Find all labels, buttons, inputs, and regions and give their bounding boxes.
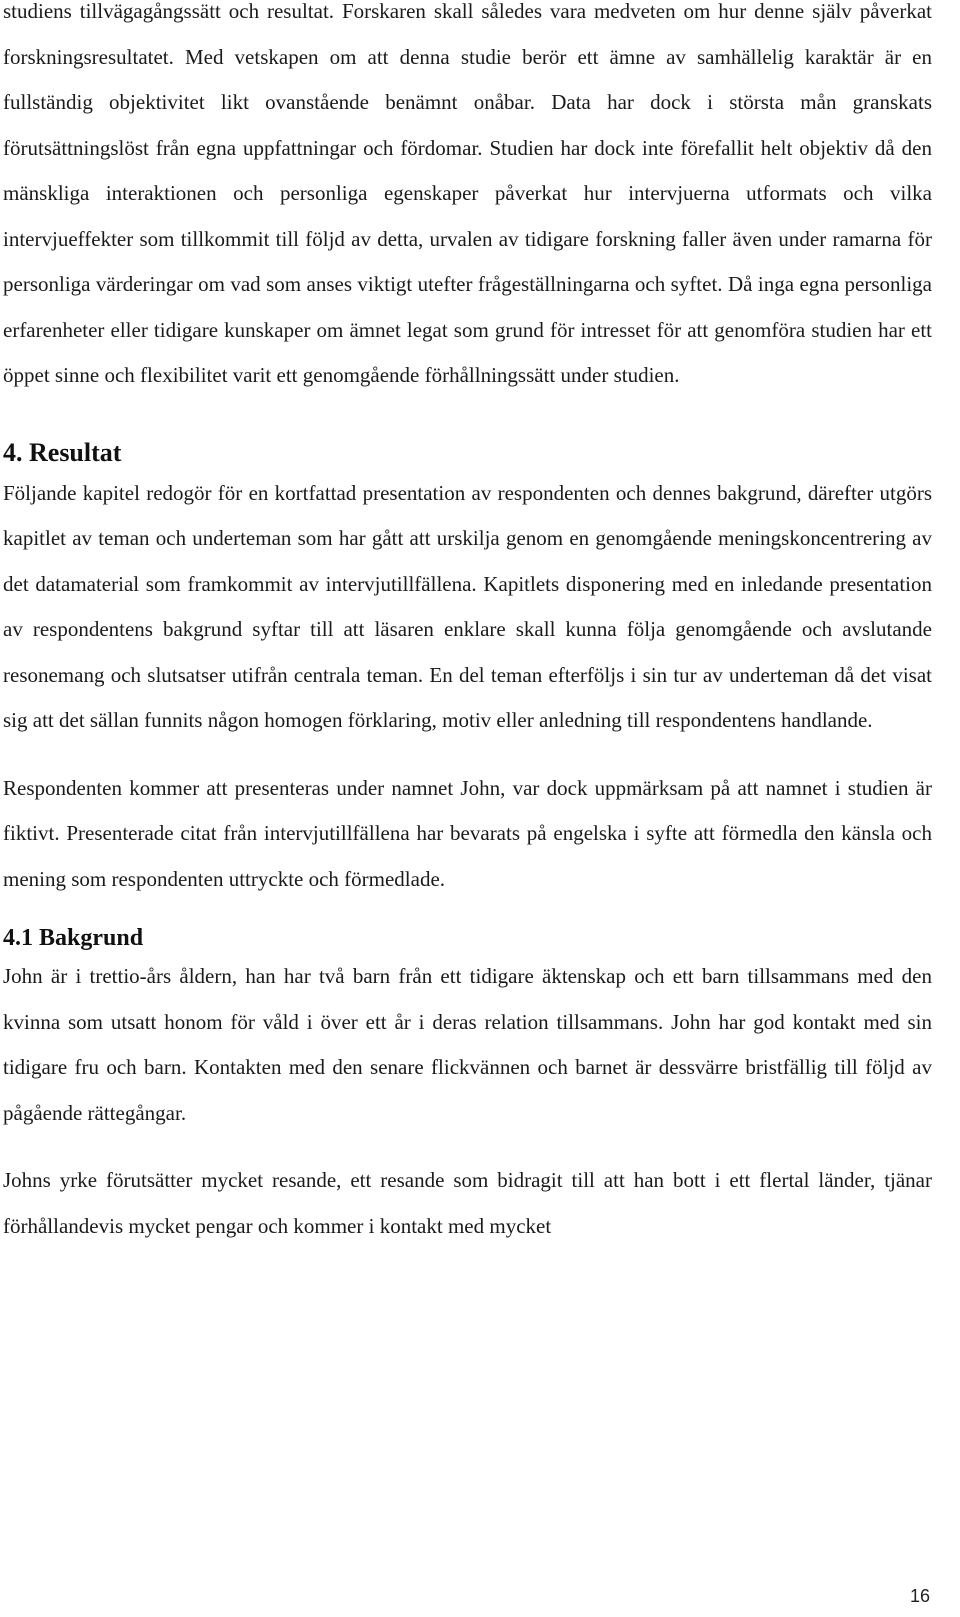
- body-paragraph: studiens tillvägagångssätt och resultat. Forskaren skall således vara medveten om hur denne själv påverkat forskningsresultatet. Med vetskapen om att denna studie berör ett ämne av samhällelig karaktär är en fullständig objektivitet likt ovanstående benämnt onåbar. Data har dock i största mån granskats förutsättningslöst från egna uppfattningar och fördomar. Studien har dock inte förefallit helt objektiv då den mänskliga interaktionen och personliga egenskaper påverkat hur intervjuerna utformats och vilka intervjueffekter som tillkommit till följd av detta, urvalen av tidigare forskning faller även under ramarna för personliga värderingar om vad som anses viktigt utefter frågeställningarna och syftet. Då inga egna personliga erfarenheter eller tidigare kunskaper om ämnet legat som grund för intresset för att genomföra studien har ett öppet sinne och flexibilitet varit ett genomgående förhållningssätt under studien.: [3, 0, 932, 387]
- body-paragraph: Johns yrke förutsätter mycket resande, ett resande som bidragit till att han bott i ett flertal länder, tjänar förhållandevis mycket pengar och kommer i kontakt med mycket: [3, 1168, 932, 1238]
- body-paragraph: Följande kapitel redogör för en kortfattad presentation av respondenten och dennes bakgrund, därefter utgörs kapitlet av teman och underteman som har gått att urskilja genom en genomgående meningskoncentrering av det datamaterial som framkommit av intervjutillfällena. Kapitlets disponering med en inledande presentation av respondentens bakgrund syftar till att läsaren enklare skall kunna följa genomgående och avslutande resonemang och slutsatser utifrån centrala teman. En del teman efterföljs i sin tur av underteman då det visat sig att det sällan funnits någon homogen förklaring, motiv eller anledning till respondentens handlande.: [3, 480, 932, 732]
- page-number: 16: [909, 1586, 930, 1606]
- section-heading-bakgrund: 4.1 Bakgrund: [3, 925, 144, 951]
- body-paragraph: Respondenten kommer att presenteras under namnet John, var dock uppmärksam på att namnet i studien är fiktivt. Presenterade citat från intervjutillfällena har bevarats på engelska i syfte att förmedla den känsla och mening som respondenten uttryckte och förmedlade.: [3, 775, 932, 891]
- document-page: [3, 0, 932, 1249]
- spacer: [3, 1136, 932, 1158]
- spacer: [3, 744, 932, 766]
- section-heading-resultat: 4. Resultat: [3, 437, 122, 467]
- spacer: [3, 399, 932, 435]
- spacer: [3, 902, 932, 922]
- body-paragraph: John är i trettio-års åldern, han har två barn från ett tidigare äktenskap och ett barn tillsammans med den kvinna som utsatt honom för våld i över ett år i deras relation tillsammans. John har god kontakt med sin tidigare fru och barn. Kontakten med den senare flickvännen och barnet är dessvärre bristfällig till följd av pågående rättegångar.: [3, 964, 932, 1125]
